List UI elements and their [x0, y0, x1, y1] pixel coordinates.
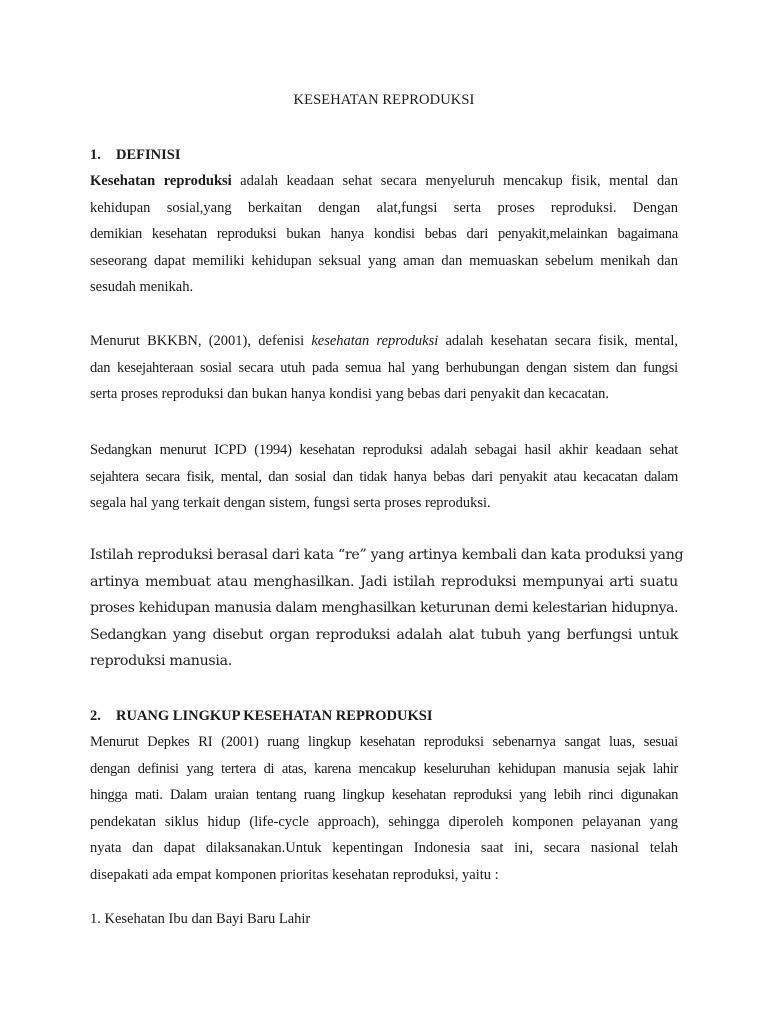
paragraph-line: serta proses reproduksi dan bukan hanya kondisi yang bebas dari penyakit dan kecacatan. [90, 386, 610, 402]
paragraph-line: Kesehatan reproduksi adalah keadaan sehat secara menyeluruh mencakup fisik, mental dan [90, 173, 678, 189]
section-heading-ruang-lingkup [90, 708, 433, 725]
paragraph-bkkbn [90, 328, 678, 408]
paragraph-line: sejahtera secara fisik, mental, dan sosial dan tidak hanya bebas dari penyakit atau kecacatan dalam [90, 468, 678, 485]
paragraph-line: Sedangkan menurut ICPD (1994) kesehatan reproduksi adalah sebagai hasil akhir keadaan sehat [90, 442, 678, 458]
paragraph-line: dan kesejahteraan sosial secara utuh pada semua hal yang berhubungan dengan sistem dan fungsi [90, 359, 678, 376]
paragraph-line: proses kehidupan manusia dalam menghasilkan keturunan demi kelestarian hidupnya. [90, 600, 678, 616]
paragraph-definition [90, 168, 678, 301]
paragraph-line: hingga mati. Dalam uraian tentang ruang lingkup kesehatan reproduksi yang lebih rinci digunakan [90, 787, 678, 803]
section-title: RUANG LINGKUP KESEHATAN REPRODUKSI [116, 708, 433, 724]
paragraph-line: nyata dan dapat dilaksanakan.Untuk kepentingan Indonesia saat ini, secara nasional telah [90, 840, 678, 856]
paragraph-line: seseorang dapat memiliki kehidupan seksual yang aman dan memuaskan sebelum menikah dan [90, 252, 678, 269]
paragraph-depkes [90, 729, 678, 888]
paragraph-istilah [90, 542, 684, 675]
paragraph-line: Istilah reproduksi berasal dari kata “re” yang artinya kembali dan kata produksi yang [90, 547, 684, 563]
section-number: 1. [90, 147, 101, 163]
paragraph-line: pendekatan siklus hidup (life-cycle approach), sehingga diperoleh komponen pelayanan yang [90, 813, 678, 830]
paragraph-line: reproduksi manusia. [90, 653, 233, 669]
italic-term: kesehatan reproduksi [311, 333, 439, 349]
paragraph-line: Sedangkan yang disebut organ reproduksi adalah alat tubuh yang berfungsi untuk [90, 626, 678, 643]
paragraph-line: demikian kesehatan reproduksi bukan hanya kondisi bebas dari penyakit,melainkan bagaimana [90, 226, 678, 242]
list-item: 1. Kesehatan Ibu dan Bayi Baru Lahir [90, 911, 311, 927]
paragraph-line: dengan definisi yang tertera di atas, karena mencakup keseluruhan kehidupan manusia sejak lahir [90, 760, 678, 777]
paragraph-icpd [90, 437, 678, 517]
paragraph-line: Menurut Depkes RI (2001) ruang lingkup kesehatan reproduksi sebenarnya sangat luas, sesuai [90, 734, 678, 750]
paragraph-line: sesudah menikah. [90, 279, 194, 295]
term-kesehatan-reproduksi: Kesehatan reproduksi [90, 173, 232, 189]
paragraph-line: artinya membuat atau menghasilkan. Jadi istilah reproduksi mempunyai arti suatu [90, 573, 678, 590]
paragraph-line: segala hal yang terkait dengan sistem, fungsi serta proses reproduksi. [90, 495, 491, 511]
paragraph-line: kehidupan sosial,yang berkaitan dengan alat,fungsi serta proses reproduksi. Dengan [90, 199, 678, 216]
section-heading-definisi [90, 147, 180, 164]
section-title: DEFINISI [116, 147, 181, 163]
section-number: 2. [90, 708, 101, 724]
document-title: KESEHATAN REPRODUKSI [293, 92, 475, 108]
paragraph-line: Menurut BKKBN, (2001), defenisi kesehatan reproduksi adalah kesehatan secara fisik, mental, [90, 333, 678, 349]
paragraph-line: disepakati ada empat komponen prioritas kesehatan reproduksi, yaitu : [90, 866, 499, 883]
